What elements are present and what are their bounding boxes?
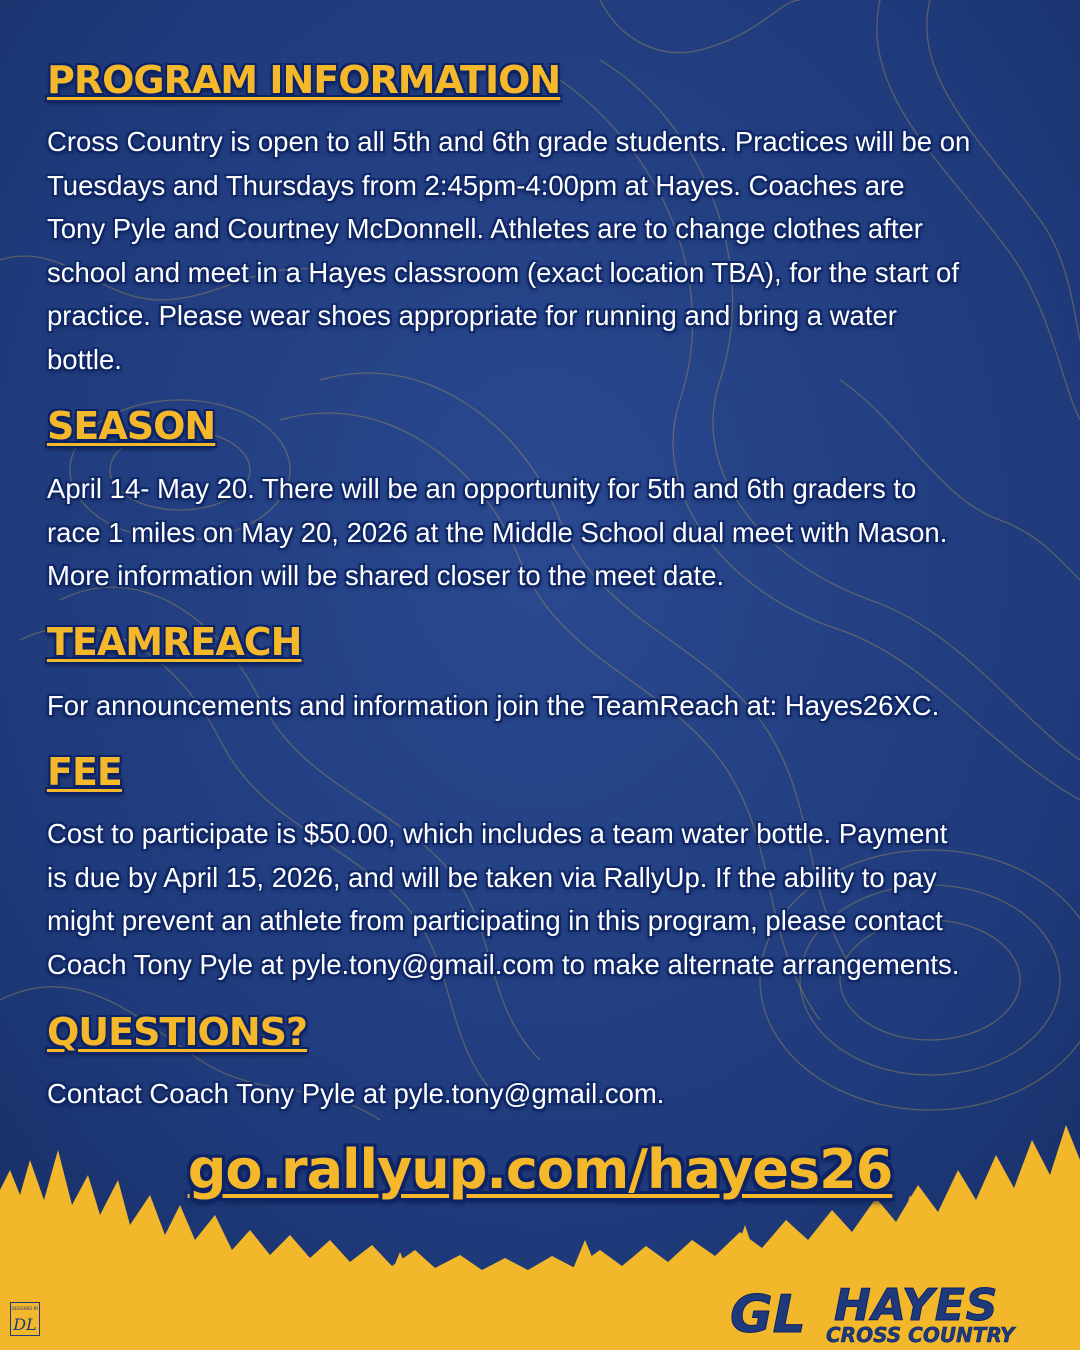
questions-heading: QUESTIONS? — [47, 1010, 308, 1054]
designer-logo — [10, 1302, 40, 1336]
fee-line: Cost to participate is $50.00, which includes a team water bottle. Payment — [47, 818, 948, 849]
rallyup-link[interactable]: go.rallyup.com/hayes26 — [187, 1138, 893, 1201]
fee-line: is due by April 15, 2026, and will be taken via RallyUp. If the ability to pay — [47, 861, 937, 893]
program-line: Cross Country is open to all 5th and 6th grade students. Practices will be on — [47, 126, 971, 157]
fee-line: might prevent an athlete from participating in this program, please contact — [47, 905, 943, 936]
questions-text — [47, 1072, 1047, 1116]
svg-text:HAYES: HAYES — [834, 1280, 999, 1331]
fee-text — [47, 812, 1047, 986]
season-line: race 1 miles on May 20, 2026 at the Middle School dual meet with Mason. — [47, 516, 948, 548]
program-line: Tuesdays and Thursdays from 2:45pm-4:00pm at Hayes. Coaches are — [47, 169, 905, 201]
season-line: More information will be shared closer to the meet date. — [47, 560, 725, 591]
program-line: Tony Pyle and Courtney McDonnell. Athletes are to change clothes after — [47, 213, 923, 244]
program-information-heading: PROGRAM INFORMATION — [47, 58, 561, 102]
program-information-text — [47, 120, 1047, 381]
fee-line: Coach Tony Pyle at pyle.tony@gmail.com to make alternate arrangements. — [47, 948, 960, 980]
program-line: practice. Please wear shoes appropriate for running and bring a water — [47, 300, 897, 331]
season-heading: SEASON — [47, 404, 216, 448]
season-text — [47, 467, 1047, 598]
program-line: bottle. — [47, 343, 122, 375]
questions-line: Contact Coach Tony Pyle at pyle.tony@gmail.com. — [47, 1078, 665, 1109]
svg-text:GL: GL — [730, 1285, 806, 1345]
svg-text:DL: DL — [13, 1315, 37, 1334]
teamreach-text — [47, 684, 1047, 728]
hayes-cross-country-logo — [726, 1280, 1071, 1346]
svg-text:CROSS COUNTRY: CROSS COUNTRY — [826, 1323, 1015, 1346]
teamreach-line: For announcements and information join the TeamReach at: Hayes26XC. — [47, 690, 940, 721]
teamreach-heading: TEAMREACH — [47, 620, 302, 664]
program-line: school and meet in a Hayes classroom (exact location TBA), for the start of — [47, 256, 959, 288]
season-line: April 14- May 20. There will be an opportunity for 5th and 6th graders to — [47, 473, 917, 504]
fee-heading: FEE — [47, 750, 122, 794]
svg-text:DESIGNED BY: DESIGNED BY — [11, 1306, 39, 1311]
